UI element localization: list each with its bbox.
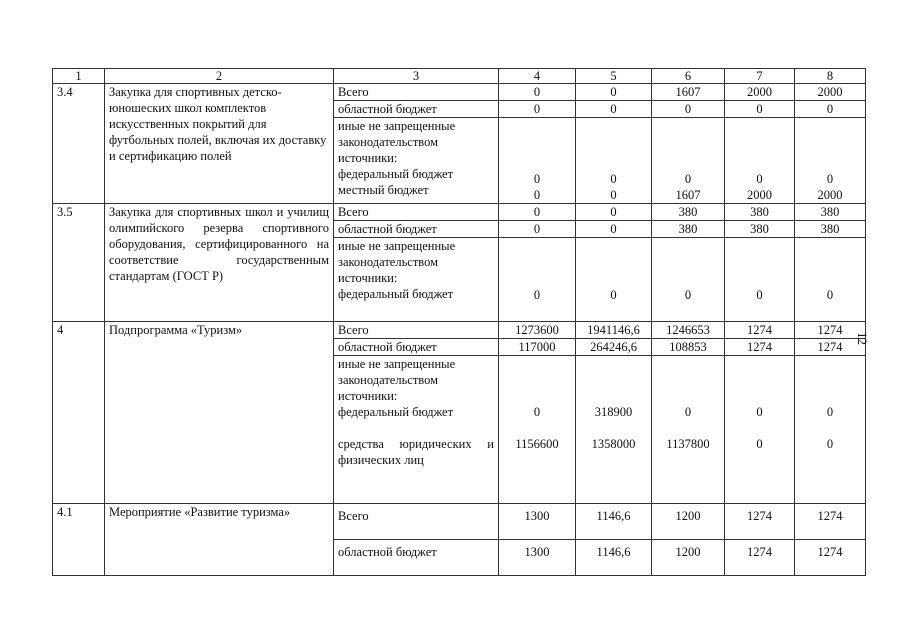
page-number: 12 (855, 332, 870, 345)
header-cell: 2 (105, 69, 334, 84)
source-label (334, 118, 499, 204)
value-cell: 380 (795, 221, 866, 238)
value-cell: 0 (576, 238, 652, 322)
header-cell: 1 (53, 69, 105, 84)
value-cell: 1274 (725, 540, 795, 576)
value-cell: 1274 (795, 322, 866, 339)
source-label: областной бюджет (334, 221, 499, 238)
value-cell: 0 (725, 238, 795, 322)
value-cell: 1146,6 (576, 540, 652, 576)
value-cell: 0 2000 (795, 118, 866, 204)
activity-name: Подпрограмма «Туризм» (105, 322, 334, 504)
activity-name: Закупка для спортивных детско-юношеских школ комплектов искусственных покрытий для футбольных полей, включая их доставку и сертификацию полей (105, 84, 334, 204)
source-label: Всего (334, 322, 499, 339)
value-cell: 0 (499, 221, 576, 238)
value-cell: 0 0 (795, 356, 866, 504)
row-number: 3.4 (53, 84, 105, 204)
header-cell: 6 (652, 69, 725, 84)
value-cell: 0 (576, 204, 652, 221)
row-number: 3.5 (53, 204, 105, 322)
header-cell: 8 (795, 69, 866, 84)
value-cell: 108853 (652, 339, 725, 356)
federal-label: федеральный бюджет (338, 167, 454, 181)
value-cell: 380 (725, 221, 795, 238)
value-cell: 0 (576, 221, 652, 238)
value-cell: 0 (576, 101, 652, 118)
value-cell: 1274 (795, 339, 866, 356)
value-cell: 0 (499, 204, 576, 221)
value-cell: 1607 (652, 84, 725, 101)
header-cell: 7 (725, 69, 795, 84)
activity-name: Закупка для спортивных школ и училищ олимпийского резерва спортивного оборудования, сертифицированного на соответствие государственным стандартам (ГОСТ Р) (105, 204, 334, 322)
value-cell: 318900 1358000 (576, 356, 652, 504)
header-cell: 3 (334, 69, 499, 84)
source-label (334, 356, 499, 504)
header-cell: 4 (499, 69, 576, 84)
value-cell: 1941146,6 (576, 322, 652, 339)
other-sources-label: иные не запрещенные законодательством источники: (338, 239, 456, 285)
source-label: областной бюджет (334, 339, 499, 356)
row-number: 4.1 (53, 504, 105, 576)
header-row (53, 69, 866, 84)
source-label: Всего (334, 204, 499, 221)
value-cell: 1300 (499, 540, 576, 576)
value-cell: 1200 (652, 504, 725, 540)
value-cell: 0 1607 (652, 118, 725, 204)
value-cell: 1274 (725, 322, 795, 339)
value-cell: 0 (499, 238, 576, 322)
table-row (53, 84, 866, 101)
activity-name: Мероприятие «Развитие туризма» (105, 504, 334, 576)
value-cell: 0 (652, 101, 725, 118)
legal-entities-label: средства юридических и физических лиц (338, 437, 494, 467)
value-cell: 0 0 (725, 356, 795, 504)
value-cell: 380 (652, 204, 725, 221)
federal-label: федеральный бюджет (338, 287, 454, 301)
value-cell: 1200 (652, 540, 725, 576)
value-cell: 0 (795, 238, 866, 322)
source-label: областной бюджет (334, 101, 499, 118)
value-cell: 0 (795, 101, 866, 118)
value-cell: 1300 (499, 504, 576, 540)
value-cell: 264246,6 (576, 339, 652, 356)
value-cell: 0 (725, 101, 795, 118)
header-cell: 5 (576, 69, 652, 84)
value-cell: 0 0 (499, 118, 576, 204)
other-sources-label: иные не запрещенные законодательством источники: (338, 357, 456, 403)
value-cell: 1274 (795, 540, 866, 576)
source-label: Всего (334, 84, 499, 101)
value-cell: 0 0 (576, 118, 652, 204)
value-cell: 1274 (725, 504, 795, 540)
value-cell: 2000 (725, 84, 795, 101)
budget-table (52, 68, 866, 576)
value-cell: 0 (576, 84, 652, 101)
other-sources-label: иные не запрещенные законодательством источники: (338, 119, 456, 165)
source-label: областной бюджет (334, 540, 499, 576)
source-label: Всего (334, 504, 499, 540)
value-cell: 117000 (499, 339, 576, 356)
value-cell: 1274 (795, 504, 866, 540)
value-cell: 0 (499, 101, 576, 118)
source-label (334, 238, 499, 322)
row-number: 4 (53, 322, 105, 504)
value-cell: 1146,6 (576, 504, 652, 540)
table-row (53, 322, 866, 339)
value-cell: 0 1137800 (652, 356, 725, 504)
value-cell: 2000 (795, 84, 866, 101)
local-label: местный бюджет (338, 183, 429, 197)
value-cell: 380 (652, 221, 725, 238)
value-cell: 0 (652, 238, 725, 322)
value-cell: 1274 (725, 339, 795, 356)
value-cell: 0 (499, 84, 576, 101)
value-cell: 0 1156600 (499, 356, 576, 504)
table-row (53, 504, 866, 540)
table-row (53, 204, 866, 221)
value-cell: 1246653 (652, 322, 725, 339)
federal-label: федеральный бюджет (338, 405, 454, 419)
value-cell: 380 (795, 204, 866, 221)
value-cell: 380 (725, 204, 795, 221)
value-cell: 0 2000 (725, 118, 795, 204)
value-cell: 1273600 (499, 322, 576, 339)
